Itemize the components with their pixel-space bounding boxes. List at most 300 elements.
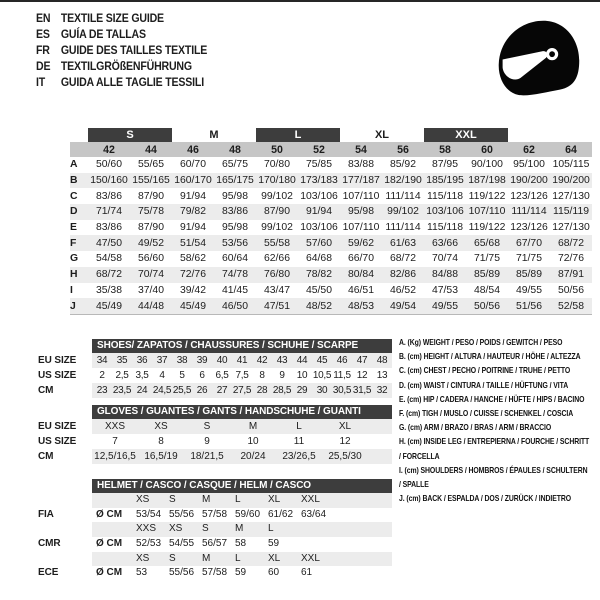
unit-cell [92, 552, 132, 567]
row-label: CM [38, 451, 54, 462]
value-cell: 60 [268, 567, 280, 579]
value-cell: 25,5 [172, 385, 192, 396]
helmet-value-row-CMR [30, 537, 392, 552]
language-label: GUÍA DE TALLAS [60, 29, 146, 41]
size-cell: S [169, 552, 176, 564]
measure-cell: 127/130 [552, 222, 590, 234]
row-values [92, 566, 392, 581]
value-cell: 10 [247, 436, 259, 447]
measure-cell: 58/62 [179, 253, 206, 265]
size-number-cell: 48 [229, 143, 241, 156]
size-group-label: XXL [424, 128, 508, 142]
helmet-icon [490, 10, 587, 109]
measure-cell: 45/49 [95, 300, 122, 312]
size-cell: M [235, 523, 244, 535]
row-values [92, 353, 392, 368]
size-number-cell: 52 [313, 143, 325, 156]
language-code: DE [36, 61, 51, 73]
row-values [92, 368, 392, 383]
row-values [92, 419, 392, 434]
value-cell: 28 [256, 385, 268, 396]
measure-cell: 49/54 [389, 300, 416, 312]
measure-row-F [70, 235, 592, 251]
value-cell: 24 [136, 385, 148, 396]
measure-row-H [70, 267, 592, 283]
value-cell: XXS [104, 421, 125, 432]
measure-cell: 48/52 [305, 300, 332, 312]
measure-cell: 65/68 [473, 237, 500, 249]
size-cell: XXS [136, 523, 157, 535]
language-row [36, 59, 207, 75]
row-label: US SIZE [38, 436, 77, 447]
measure-cell: 75/78 [137, 206, 164, 218]
size-number-cell: 50 [271, 143, 283, 156]
measure-cell: 59/62 [347, 237, 374, 249]
measure-cell: 55/58 [263, 237, 290, 249]
value-cell: 16,5/19 [144, 451, 178, 462]
measure-cell: 123/126 [510, 222, 548, 234]
size-number-cell: 46 [187, 143, 199, 156]
legend-item: A. (Kg) WEIGHT / PESO / POIDS / GEWITCH / PESO [399, 337, 563, 347]
language-label: GUIDE DES TAILLES TEXTILE [60, 45, 208, 57]
measure-key: A [70, 159, 78, 171]
size-number-cell: 56 [397, 143, 409, 156]
helmet-table-title: HELMET / CASCO / CASQUE / HELM / CASCO [92, 479, 392, 493]
measure-cell: 72/76 [179, 269, 206, 281]
measure-row-I [70, 283, 592, 299]
value-cell: 27 [216, 385, 228, 396]
measure-cell: 107/110 [342, 190, 380, 202]
helmet-value-row-FIA [30, 508, 392, 523]
value-cell: 54/55 [169, 538, 195, 550]
measure-cell: 87/90 [263, 206, 290, 218]
row-label [30, 493, 92, 508]
value-cell: L [296, 421, 302, 432]
textile-table-body [70, 128, 592, 314]
measure-cell: 150/160 [90, 175, 128, 187]
value-cell: 61/62 [268, 508, 294, 520]
measure-cell: 63/66 [431, 237, 458, 249]
measure-cell: 111/114 [385, 222, 421, 234]
size-cell: S [169, 494, 176, 505]
measure-cell: 115/119 [552, 206, 590, 218]
measure-key: G [70, 253, 79, 265]
value-cell: 9 [279, 370, 285, 381]
language-label: GUIDA ALLE TAGLIE TESSILI [60, 77, 204, 89]
value-cell: 38 [176, 355, 188, 366]
measure-cell: 103/106 [300, 190, 338, 202]
value-cell: 59 [268, 538, 280, 550]
value-cell: 48 [376, 355, 388, 366]
row-label: CM [38, 385, 54, 396]
size-group-label: L [256, 128, 340, 142]
language-list [36, 11, 207, 91]
unit-cell [92, 493, 132, 508]
measure-cell: 70/74 [431, 253, 458, 265]
size-number-cell: 42 [103, 143, 115, 156]
language-row [36, 75, 207, 91]
size-cell: M [202, 552, 211, 564]
measure-cell: 85/92 [389, 159, 416, 171]
value-cell: 35 [116, 355, 128, 366]
measure-cell: 68/72 [389, 253, 416, 265]
measure-cell: 105/115 [552, 159, 590, 171]
measure-cell: 46/51 [347, 284, 374, 296]
size-group-label: XL [374, 129, 390, 141]
standard-label: ECE [38, 567, 59, 579]
helmet-size-row [30, 552, 392, 567]
measure-cell: 35/38 [95, 284, 122, 296]
measure-cell: 45/49 [179, 300, 206, 312]
measure-cell: 50/56 [557, 284, 584, 296]
measure-cell: 103/106 [300, 222, 338, 234]
value-cell: 53 [136, 567, 148, 579]
table-row [30, 368, 392, 383]
measure-cell: 72/76 [557, 253, 584, 265]
unit-cell: Ø CM [96, 538, 123, 550]
measure-cell: 62/66 [263, 253, 290, 265]
language-code: ES [36, 29, 50, 41]
value-cell: 41 [236, 355, 248, 366]
value-cell: 53/54 [136, 508, 162, 520]
legend-item: C. (cm) CHEST / PECHO / POITRINE / TRUHE / PETTO [399, 365, 571, 376]
value-cell: 23 [96, 385, 108, 396]
value-cell: 42 [256, 355, 268, 366]
measure-cell: 85/89 [515, 269, 542, 281]
helmet-rows [30, 493, 392, 581]
measure-key: D [70, 206, 78, 218]
measure-cell: 165/175 [216, 175, 254, 187]
standard-label: FIA [38, 508, 54, 520]
measure-cell: 190/200 [552, 175, 590, 187]
value-cell: 20/24 [240, 451, 266, 462]
size-cell: M [202, 494, 211, 505]
value-cell: 59 [235, 567, 247, 579]
measure-row-D [70, 204, 592, 220]
measure-cell: 68/72 [95, 269, 122, 281]
measure-cell: 52/58 [557, 300, 584, 312]
size-cell: XL [268, 552, 281, 564]
row-label: EU SIZE [38, 421, 77, 432]
measure-cell: 76/80 [263, 269, 290, 281]
value-cell: 46 [336, 355, 348, 366]
measure-cell: 83/86 [221, 206, 248, 218]
size-group-row [70, 128, 592, 142]
value-cell: 8 [158, 436, 164, 447]
measure-cell: 70/74 [137, 269, 164, 281]
value-cell: 10,5 [312, 370, 332, 381]
measure-cell: 60/64 [221, 253, 248, 265]
value-cell: 5 [179, 370, 185, 381]
size-cell: L [235, 494, 241, 505]
row-values [92, 383, 392, 398]
value-cell: 23/26,5 [282, 451, 316, 462]
measure-cell: 57/60 [305, 237, 332, 249]
textile-size-table [70, 128, 592, 315]
table-row [30, 434, 392, 449]
size-number-cell: 58 [439, 143, 451, 156]
measure-cell: 65/75 [221, 159, 248, 171]
value-cell: 12 [339, 436, 351, 447]
measure-cell: 182/190 [384, 175, 422, 187]
measure-cell: 75/85 [305, 159, 332, 171]
size-cell: XS [169, 523, 183, 535]
measure-cell: 49/55 [515, 284, 542, 296]
value-cell: 7,5 [235, 370, 249, 381]
value-cell: 11 [293, 436, 305, 447]
measure-cell: 45/50 [305, 284, 332, 296]
value-cell: 45 [316, 355, 328, 366]
value-cell: 18/21,5 [190, 451, 224, 462]
value-cell: 47 [356, 355, 368, 366]
measure-cell: 107/110 [468, 206, 506, 218]
legend-item: D. (cm) WAIST / CINTURA / TAILLE / HÜFTUNG / VITA [399, 379, 569, 390]
measure-cell: 47/53 [431, 284, 458, 296]
value-cell: 6 [199, 370, 205, 381]
value-cell: 3,5 [135, 370, 149, 381]
row-values [92, 537, 392, 552]
measure-cell: 177/187 [342, 175, 380, 187]
helmet-table [30, 479, 392, 581]
measure-cell: 48/54 [473, 284, 500, 296]
measure-cell: 64/68 [305, 253, 332, 265]
measure-cell: 119/122 [468, 190, 506, 202]
legend-item: F. (cm) TIGH / MUSLO / CUISSE / SCHENKEL / COSCIA [399, 408, 574, 419]
row-values [92, 522, 392, 537]
row-values [92, 449, 392, 464]
measure-cell: 41/45 [221, 284, 248, 296]
measure-cell: 87/90 [137, 222, 164, 234]
measure-cell: 95/98 [221, 222, 248, 234]
measure-cell: 80/84 [347, 269, 374, 281]
measure-cell: 87/91 [557, 269, 584, 281]
size-cell: L [235, 552, 241, 564]
value-cell: 12,5/16,5 [94, 451, 136, 462]
size-cell: S [202, 523, 209, 535]
measure-cell: 50/60 [95, 159, 122, 171]
measure-cell: 87/90 [137, 190, 164, 202]
size-number-cell: 64 [565, 143, 577, 156]
gloves-table [30, 405, 392, 464]
measure-cell: 103/106 [426, 206, 464, 218]
legend-item: G. (cm) ARM / BRAZO / BRAS / ARM / BRACCIO [399, 422, 552, 433]
measure-cell: 48/53 [347, 300, 374, 312]
value-cell: 30 [316, 385, 328, 396]
measure-cell: 43/47 [263, 284, 290, 296]
value-cell [297, 537, 330, 552]
measure-cell: 66/70 [347, 253, 374, 265]
measure-cell: 190/200 [510, 175, 548, 187]
measure-cell: 46/50 [221, 300, 248, 312]
value-cell: 29 [296, 385, 308, 396]
measure-key: B [70, 175, 78, 187]
measure-cell: 67/70 [515, 237, 542, 249]
size-number-row [70, 142, 592, 157]
value-cell: 36 [136, 355, 148, 366]
measure-cell: 91/94 [179, 222, 206, 234]
measure-cell: 84/88 [431, 269, 458, 281]
measure-cell: 82/86 [389, 269, 416, 281]
measure-cell: 39/42 [179, 284, 206, 296]
measure-cell: 107/110 [342, 222, 380, 234]
value-cell: 52/53 [136, 538, 162, 550]
size-number-cell: 62 [523, 143, 535, 156]
value-cell: 2 [99, 370, 105, 381]
measure-cell: 51/56 [515, 300, 542, 312]
size-cell: XXL [301, 552, 320, 564]
value-cell: 26 [196, 385, 208, 396]
table-row [30, 419, 392, 434]
measure-cell: 95/98 [221, 190, 248, 202]
legend-item: J. (cm) BACK / ESPALDA / DOS / ZURÜCK / INDIETRO [399, 493, 572, 504]
measure-row-A [70, 157, 592, 173]
measure-cell: 111/114 [511, 206, 547, 218]
value-cell: 4 [159, 370, 165, 381]
measure-cell: 78/82 [305, 269, 332, 281]
table-row [30, 449, 392, 464]
size-cell: XL [268, 494, 281, 505]
measure-cell: 53/56 [221, 237, 248, 249]
value-cell: 12 [356, 370, 368, 381]
measure-cell: 71/74 [95, 206, 122, 218]
row-values [92, 493, 392, 508]
measure-key: C [70, 190, 78, 202]
unit-cell: Ø CM [96, 567, 123, 579]
value-cell: 13 [376, 370, 388, 381]
value-cell: 8 [259, 370, 265, 381]
language-code: FR [36, 45, 50, 57]
measure-cell: 68/72 [557, 237, 584, 249]
measure-cell: 70/80 [263, 159, 290, 171]
size-cell: L [268, 523, 274, 535]
measure-cell: 95/98 [347, 206, 374, 218]
measure-cell: 127/130 [552, 190, 590, 202]
measure-cell: 74/78 [221, 269, 248, 281]
language-label: TEXTILE SIZE GUIDE [60, 13, 164, 25]
measure-cell: 44/48 [137, 300, 164, 312]
measure-cell: 123/126 [510, 190, 548, 202]
value-cell: 44 [296, 355, 308, 366]
value-cell: 43 [276, 355, 288, 366]
measure-cell: 115/118 [426, 222, 464, 234]
value-cell: 57/58 [202, 508, 228, 520]
language-row [36, 11, 207, 27]
size-cell [297, 522, 330, 537]
helmet-size-row [30, 522, 392, 537]
gloves-rows [30, 419, 392, 464]
language-code: EN [36, 13, 51, 25]
value-cell: 40 [216, 355, 228, 366]
measure-cell: 90/100 [471, 159, 503, 171]
size-group-label [70, 128, 88, 142]
measure-cell: 37/40 [137, 284, 164, 296]
measure-cell: 54/58 [95, 253, 122, 265]
measure-cell: 56/60 [137, 253, 164, 265]
measure-cell: 115/118 [426, 190, 464, 202]
measure-cell: 46/52 [389, 284, 416, 296]
row-values [92, 434, 392, 449]
row-label [30, 552, 92, 567]
measure-cell: 61/63 [389, 237, 416, 249]
measure-cell: 71/75 [515, 253, 542, 265]
table-row [30, 383, 392, 398]
measure-cell: 111/114 [385, 190, 421, 202]
row-values [92, 508, 392, 523]
value-cell: 59/60 [235, 508, 261, 520]
value-cell: M [248, 421, 258, 432]
measure-key: I [70, 284, 73, 296]
measure-cell: 71/75 [473, 253, 500, 265]
measure-row-G [70, 251, 592, 267]
measure-key: F [70, 237, 77, 249]
value-cell: 56/57 [202, 538, 228, 550]
measure-cell: 99/102 [261, 222, 293, 234]
row-values [92, 552, 392, 567]
shoes-table [30, 339, 392, 398]
measure-row-E [70, 220, 592, 236]
value-cell: 2,5 [115, 370, 129, 381]
helmet-value-row-ECE [30, 566, 392, 581]
measure-key: E [70, 222, 77, 234]
value-cell: 57/58 [202, 567, 228, 579]
value-cell: 28,5 [272, 385, 292, 396]
size-number-cell: 44 [145, 143, 157, 156]
corner-cell [70, 142, 88, 157]
value-cell: 55/56 [169, 508, 195, 520]
row-label: US SIZE [38, 370, 77, 381]
measure-cell: 47/50 [95, 237, 122, 249]
size-number-cell: 60 [481, 143, 493, 156]
measure-cell: 83/86 [95, 190, 122, 202]
measure-cell: 173/183 [300, 175, 338, 187]
value-cell: 11,5 [333, 370, 351, 381]
size-cell: XXL [301, 494, 320, 505]
language-label: TEXTILGRÖßENFÜHRUNG [60, 61, 192, 73]
value-cell: 61 [301, 567, 313, 579]
value-cell: 25,5/30 [328, 451, 362, 462]
legend-item: I. (cm) SHOULDERS / HOMBROS / ÉPAULES / SCHULTERN / SPALLE [399, 464, 588, 490]
value-cell: 55/56 [169, 567, 195, 579]
size-group-label: M [209, 129, 219, 141]
measure-cell: 185/195 [426, 175, 464, 187]
language-code: IT [36, 77, 46, 89]
size-group-label: S [88, 128, 172, 142]
legend-list [399, 335, 590, 505]
gloves-table-title: GLOVES / GUANTES / GANTS / HANDSCHUHE / GUANTI [92, 405, 392, 419]
measure-cell: 49/52 [137, 237, 164, 249]
value-cell: 34 [96, 355, 108, 366]
measure-cell: 95/100 [513, 159, 545, 171]
row-label [30, 522, 92, 537]
measure-cell: 47/51 [263, 300, 290, 312]
measure-cell: 79/82 [179, 206, 206, 218]
value-cell: 58 [235, 538, 247, 550]
value-cell: S [203, 421, 211, 432]
value-cell: 63/64 [301, 508, 327, 520]
value-cell: 6,5 [215, 370, 229, 381]
shoes-table-title: SHOES/ ZAPATOS / CHAUSSURES / SCHUHE / SCARPE [92, 339, 392, 353]
table-row [30, 353, 392, 368]
size-cell: XS [136, 494, 150, 505]
value-cell: XS [154, 421, 168, 432]
measure-cell: 187/198 [468, 175, 506, 187]
shoes-rows [30, 353, 392, 398]
measure-cell: 50/56 [473, 300, 500, 312]
measure-key: H [70, 269, 78, 281]
unit-cell: Ø CM [96, 508, 123, 520]
measure-row-B [70, 173, 592, 189]
value-cell: 30,5 [332, 385, 352, 396]
